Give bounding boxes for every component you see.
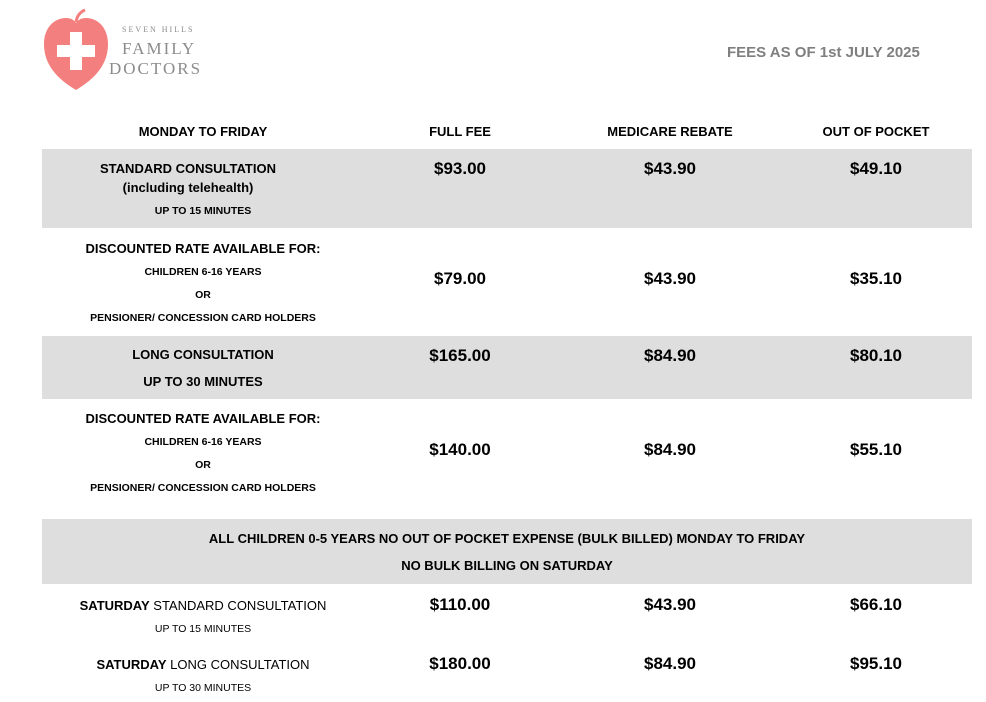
row-duration: UP TO 15 MINUTES bbox=[154, 205, 252, 217]
eligibility-concession: PENSIONER/ CONCESSION CARD HOLDERS bbox=[90, 482, 316, 494]
rebate-value: $43.90 bbox=[644, 595, 696, 614]
table-row bbox=[42, 228, 972, 336]
heart-cross-icon bbox=[42, 8, 110, 92]
table-row bbox=[42, 399, 972, 519]
out-of-pocket-value: $55.10 bbox=[850, 440, 902, 459]
table-row bbox=[42, 647, 972, 701]
bulk-billing-notice bbox=[42, 519, 972, 584]
rebate-value: $84.90 bbox=[644, 346, 696, 365]
full-fee-value: $165.00 bbox=[429, 346, 491, 365]
row-duration: UP TO 30 MINUTES bbox=[154, 682, 252, 694]
full-fee-value: $93.00 bbox=[434, 159, 486, 178]
table-row bbox=[42, 149, 972, 228]
row-duration: UP TO 30 MINUTES bbox=[143, 374, 263, 389]
out-of-pocket-value: $35.10 bbox=[850, 269, 902, 288]
out-of-pocket-value: $95.10 bbox=[850, 654, 902, 673]
eligibility-children: CHILDREN 6-16 YEARS bbox=[144, 266, 262, 278]
notice-saturday: NO BULK BILLING ON SATURDAY bbox=[401, 558, 613, 573]
header-out-of-pocket: OUT OF POCKET bbox=[822, 124, 930, 139]
eligibility-concession: PENSIONER/ CONCESSION CARD HOLDERS bbox=[90, 312, 316, 324]
row-title: STANDARD CONSULTATION (including telehealth) bbox=[100, 161, 276, 195]
practice-logo bbox=[42, 8, 212, 92]
full-fee-value: $110.00 bbox=[429, 595, 491, 614]
saturday-label: SATURDAY bbox=[96, 657, 167, 672]
consultation-type: LONG CONSULTATION bbox=[166, 657, 310, 672]
logo-text-family: FAMILY bbox=[122, 39, 197, 58]
full-fee-value: $79.00 bbox=[434, 269, 486, 288]
row-title bbox=[42, 655, 364, 674]
rebate-value: $84.90 bbox=[644, 654, 696, 673]
eligibility-or: OR bbox=[195, 289, 211, 301]
row-duration: UP TO 15 MINUTES bbox=[154, 623, 252, 635]
eligibility-or: OR bbox=[195, 459, 211, 471]
table-row bbox=[42, 336, 972, 399]
consultation-type: STANDARD CONSULTATION bbox=[149, 598, 327, 613]
row-title bbox=[42, 596, 364, 615]
header-full-fee: FULL FEE bbox=[429, 124, 491, 139]
saturday-label: SATURDAY bbox=[79, 598, 150, 613]
logo-text-doctors: DOCTORS bbox=[109, 59, 203, 78]
fees-effective-date: FEES AS OF 1st JULY 2025 bbox=[727, 44, 920, 61]
rebate-value: $43.90 bbox=[644, 159, 696, 178]
notice-children: ALL CHILDREN 0-5 YEARS NO OUT OF POCKET EXPENSE (BULK BILLED) MONDAY TO FRIDAY bbox=[208, 531, 806, 546]
header-period: MONDAY TO FRIDAY bbox=[138, 124, 268, 139]
out-of-pocket-value: $80.10 bbox=[850, 346, 902, 365]
rebate-value: $43.90 bbox=[644, 269, 696, 288]
row-title: DISCOUNTED RATE AVAILABLE FOR: bbox=[85, 411, 321, 426]
full-fee-value: $180.00 bbox=[429, 654, 491, 673]
out-of-pocket-value: $66.10 bbox=[850, 595, 902, 614]
rebate-value: $84.90 bbox=[644, 440, 696, 459]
table-header bbox=[42, 124, 972, 144]
header-medicare-rebate: MEDICARE REBATE bbox=[607, 124, 733, 139]
full-fee-value: $140.00 bbox=[429, 440, 491, 459]
out-of-pocket-value: $49.10 bbox=[850, 159, 902, 178]
row-title: LONG CONSULTATION bbox=[132, 347, 274, 362]
logo-text-seven-hills: SEVEN HILLS bbox=[122, 25, 195, 34]
row-title: DISCOUNTED RATE AVAILABLE FOR: bbox=[85, 241, 321, 256]
table-row bbox=[42, 588, 972, 644]
eligibility-children: CHILDREN 6-16 YEARS bbox=[144, 436, 262, 448]
